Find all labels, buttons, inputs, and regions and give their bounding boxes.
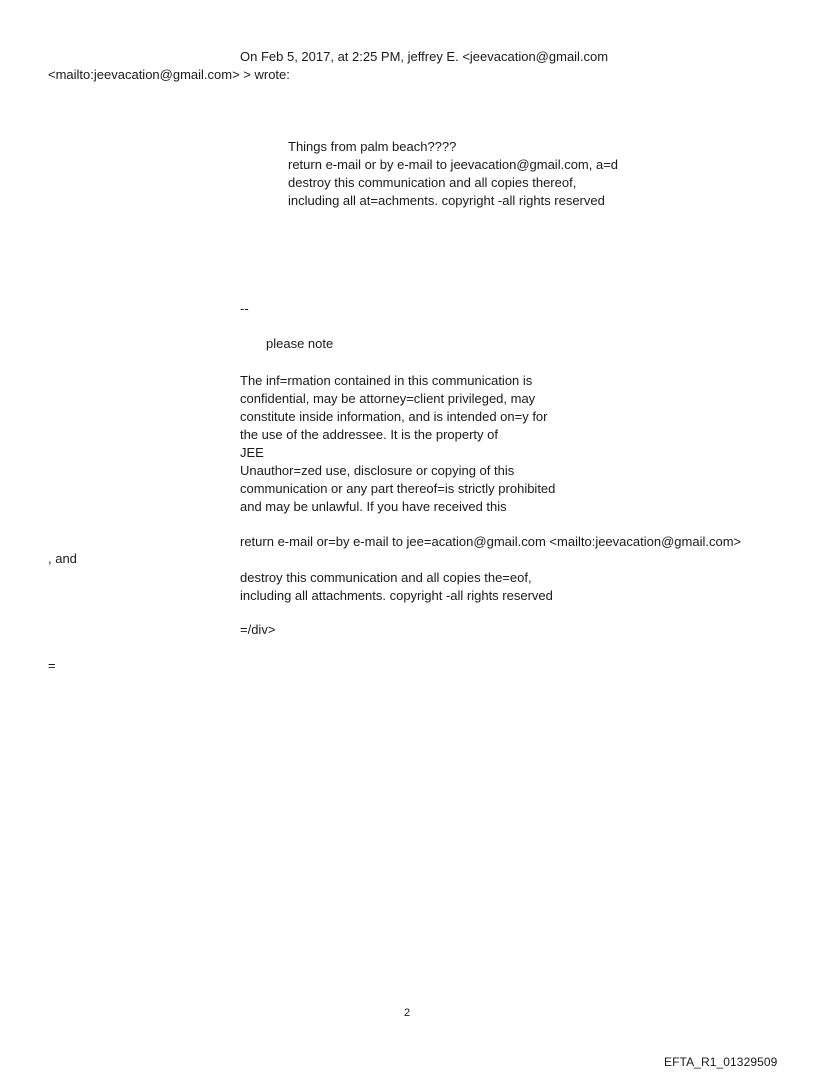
disclaimer-line: constitute inside information, and is intended on=y for	[240, 409, 548, 424]
disclaimer-line: and may be unlawful. If you have received this	[240, 499, 507, 514]
disclaimer-line: confidential, may be attorney=client privileged, may	[240, 391, 536, 406]
disclaimer-line: communication or any part thereof=is strictly prohibited	[240, 481, 556, 496]
disclaimer-line: JEE	[240, 445, 264, 460]
signature-separator: --	[240, 301, 249, 316]
document-id: EFTA_R1_01329509	[664, 1055, 778, 1069]
destroy-line: including all attachments. copyright -all rights reserved	[240, 588, 553, 603]
header-line-2: <mailto:jeevacation@gmail.com> > wrote:	[48, 67, 290, 82]
destroy-block	[240, 569, 553, 605]
disclaimer	[240, 372, 555, 516]
div-close: =/div>	[240, 622, 276, 637]
and-line: , and	[48, 551, 77, 566]
disclaimer-line: the use of the addressee. It is the property of	[240, 427, 498, 442]
header-line-1: On Feb 5, 2017, at 2:25 PM, jeffrey E. <jeevacation@gmail.com	[240, 49, 609, 64]
quoted-line: destroy this communication and all copies thereof,	[288, 175, 577, 190]
disclaimer-line: The inf=rmation contained in this communication is	[240, 373, 533, 388]
page-number: 2	[404, 1007, 411, 1019]
quoted-line: return e-mail or by e-mail to jeevacation@gmail.com, a=d	[288, 157, 619, 172]
quoted-line: Things from palm beach????	[288, 139, 457, 154]
return-line: return e-mail or=by e-mail to jee=acation@gmail.com <mailto:jeevacation@gmail.com>	[240, 534, 742, 549]
quoted-message	[288, 138, 618, 210]
destroy-line: destroy this communication and all copies the=eof,	[240, 570, 532, 585]
quoted-line: including all at=achments. copyright -all rights reserved	[288, 193, 605, 208]
disclaimer-line: Unauthor=zed use, disclosure or copying of this	[240, 463, 515, 478]
please-note: please note	[266, 336, 334, 351]
equals-line: =	[48, 658, 56, 673]
